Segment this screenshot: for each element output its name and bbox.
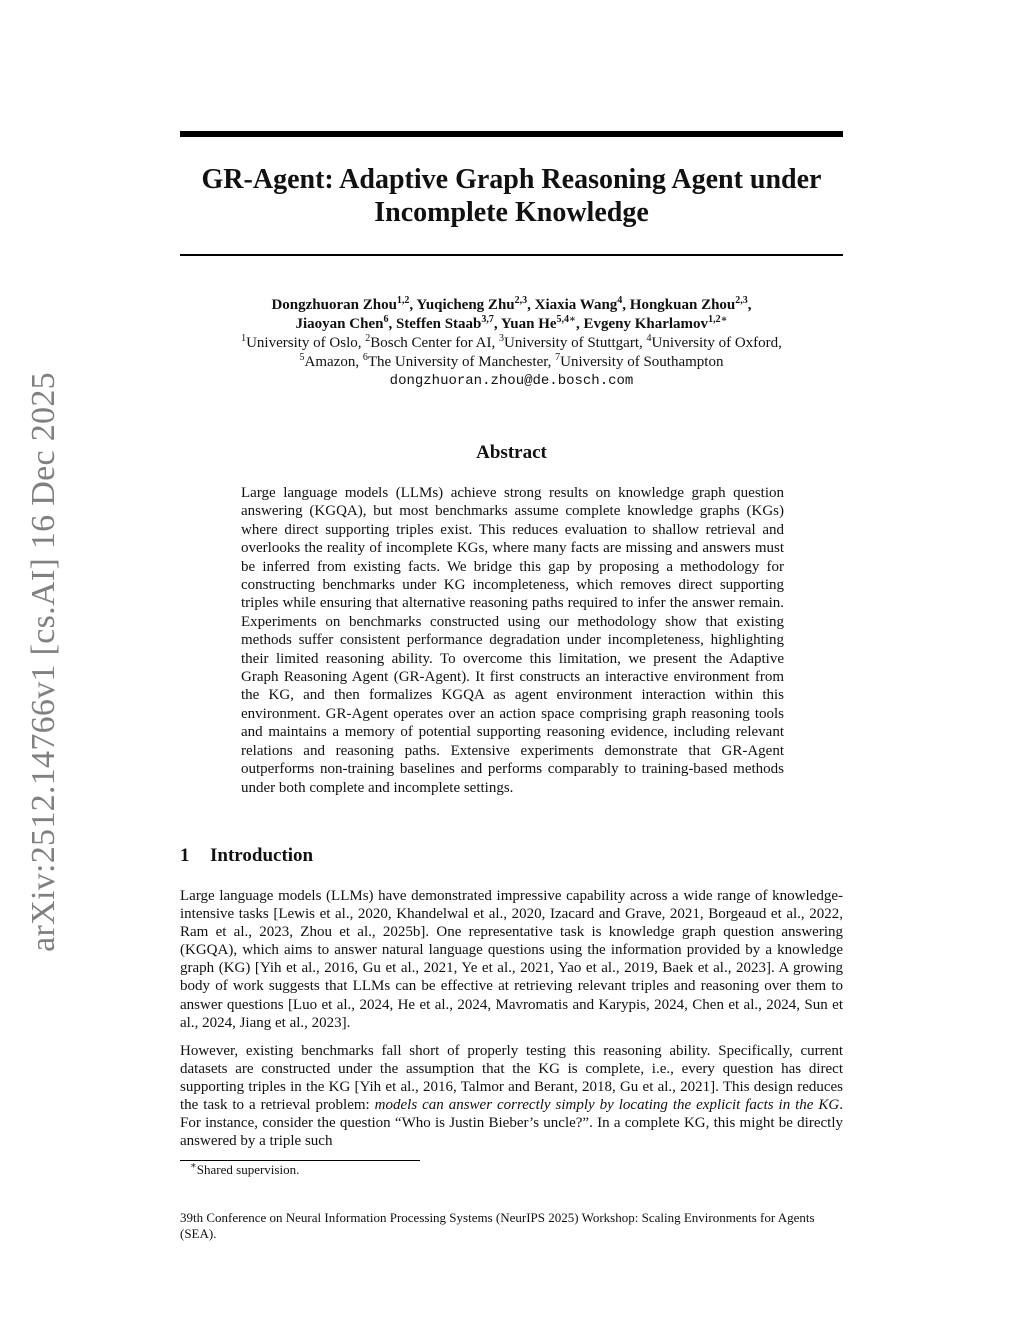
affiliation: University of Southampton xyxy=(560,354,724,370)
author-affil-mark: 1,2 xyxy=(396,295,410,306)
abstract-heading: Abstract xyxy=(476,442,547,463)
venue-note: 39th Conference on Neural Information Processing Systems (NeurIPS 2025) Workshop: Scaling Environments for Agents (SEA). xyxy=(180,1210,815,1241)
author-separator: , xyxy=(747,297,752,313)
contact-email: dongzhuoran.zhou@de.bosch.com xyxy=(389,373,634,389)
intro-paragraph-2 xyxy=(180,1042,843,1151)
footnote-text: Shared supervision. xyxy=(196,1162,300,1177)
author-affil-mark: 2,3 xyxy=(735,295,748,306)
author-separator: , xyxy=(575,316,584,332)
intro-paragraph-1: Large language models (LLMs) have demonstrated impressive capability across a wide range of knowledge-intensive tasks [Lewis et al., 2020, Khandelwal et al., 2020, Izacard and Grave, 2021, Borgeaud et al., 2022, Ram et al., 2023, Zhou et al., 2025b]. One representative task is knowledge graph question answering (KGQA), which aims to answer natural language questions using the information provided by a knowledge graph (KG) [Yih et al., 2016, Gu et al., 2021, Ye et al., 2021, Yao et al., 2019, Baek et al., 2023]. A growing body of work suggests that LLMs can be effective at retrieving relevant triples and reasoning over them to answer questions [Luo et al., 2024, He et al., 2024, Mavromatis and Karypis, 2024, Chen et al., 2024, Sun et al., 2024, Jiang et al., 2023]. xyxy=(180,888,843,1031)
author-affil-mark: 6 xyxy=(383,314,389,325)
affiliation-line-2 xyxy=(180,353,843,372)
paragraph-text: . For instance, consider the question “Who is Justin Bieber’s uncle?”. In a complete KG, this might be directly answered by a triple such xyxy=(180,1097,844,1150)
affil-mark: 7 xyxy=(555,352,561,363)
author-affil-mark: 1,2∗ xyxy=(708,314,728,325)
affil-mark: 3 xyxy=(499,333,504,344)
author-name: Hongkuan Zhou xyxy=(629,297,736,313)
author-name: Steffen Staab xyxy=(395,316,482,332)
affil-mark: 4 xyxy=(646,333,652,344)
author-separator: , xyxy=(493,316,501,332)
title-line-2: Incomplete Knowledge xyxy=(374,197,649,228)
affiliation: The University of Manchester, xyxy=(367,354,556,370)
affiliation: University of Oxford, xyxy=(651,335,782,351)
affil-mark: 5 xyxy=(299,352,305,363)
author-name: Yuan He xyxy=(500,316,557,332)
title-bottom-rule xyxy=(180,254,843,256)
affil-mark: 1 xyxy=(241,333,247,344)
author-line-2 xyxy=(180,315,843,334)
author-separator: , xyxy=(409,297,417,313)
abstract-text: Large language models (LLMs) achieve strong results on knowledge graph question answering (KGQA), but most benchmarks assume complete knowledge graphs (KGs) where direct supporting triples exist. This reduces evaluation to shallow retrieval and overlooks the reality of incomplete KGs, where many facts are missing and answers must be inferred from existing facts. We bridge this gap by proposing a methodology for constructing benchmarks under KG incompleteness, which removes direct supporting triples while ensuring that alternative reasoning paths required to infer the answer remain. Experiments on benchmarks constructed using our methodology show that existing methods suffer consistent performance degradation under incompleteness, highlighting their limited reasoning ability. To overcome this limitation, we present the Adaptive Graph Reasoning Agent (GR-Agent). It first constructs an interactive environment from the KG, and then formalizes KGQA as agent environment interaction within this environment. GR-Agent operates over an action space comprising graph reasoning tools and maintains a memory of potential supporting reasoning evidence, including relevant relations and reasoning paths. Extensive experiments demonstrate that GR-Agent outperforms non-training baselines and performs comparably to training-based methods under both complete and incomplete settings. xyxy=(241,485,784,796)
section-heading xyxy=(180,845,843,867)
footnote-rule xyxy=(180,1160,420,1161)
paragraph-text: However, existing benchmarks fall short of properly testing this reasoning ability. Specifically, current datasets are constructed under the assumption that the KG is complete, i.e., every question has direct supporting triples in the KG [Yih et al., 2016, Talmor and Berant, 2018, Gu et al., 2021]. This design reduces the task to a retrieval problem: xyxy=(180,1043,843,1114)
author-line-1 xyxy=(180,296,843,315)
author-separator: , xyxy=(388,316,396,332)
author-separator: , xyxy=(622,297,630,313)
author-name: Dongzhuoran Zhou xyxy=(271,297,397,313)
author-name: Yuqicheng Zhu xyxy=(416,297,515,313)
footnote xyxy=(180,1162,843,1178)
author-affil-mark: 4 xyxy=(617,295,623,306)
author-separator: , xyxy=(527,297,535,313)
affiliation: University of Oslo, xyxy=(246,335,366,351)
affil-mark: 2 xyxy=(365,333,371,344)
affiliation: University of Stuttgart, xyxy=(504,335,647,351)
author-block xyxy=(180,296,843,391)
author-affil-mark: 3,7 xyxy=(481,314,494,325)
section-title: Introduction xyxy=(210,845,314,866)
paper-title xyxy=(180,163,843,229)
section-number: 1 xyxy=(180,845,190,866)
title-line-1: GR-Agent: Adaptive Graph Reasoning Agent under xyxy=(201,164,822,195)
emphasized-text: models can answer correctly simply by locating the explicit facts in the KG xyxy=(374,1097,840,1114)
affiliation: Bosch Center for AI, xyxy=(370,335,499,351)
arxiv-identifier: arXiv:2512.14766v1 [cs.AI] 16 Dec 2025 xyxy=(25,372,62,952)
author-affil-mark: 2,3 xyxy=(514,295,528,306)
affiliation-line-1 xyxy=(180,334,843,353)
author-name: Xiaxia Wang xyxy=(534,297,618,313)
affil-mark: 6 xyxy=(362,352,368,363)
affiliation: Amazon, xyxy=(304,354,363,370)
title-top-rule xyxy=(180,131,843,137)
author-name: Jiaoyan Chen xyxy=(295,316,384,332)
author-name: Evgeny Kharlamov xyxy=(583,316,709,332)
footnote-mark: ∗ xyxy=(190,1160,197,1172)
author-affil-mark: 5,4∗ xyxy=(556,314,576,325)
